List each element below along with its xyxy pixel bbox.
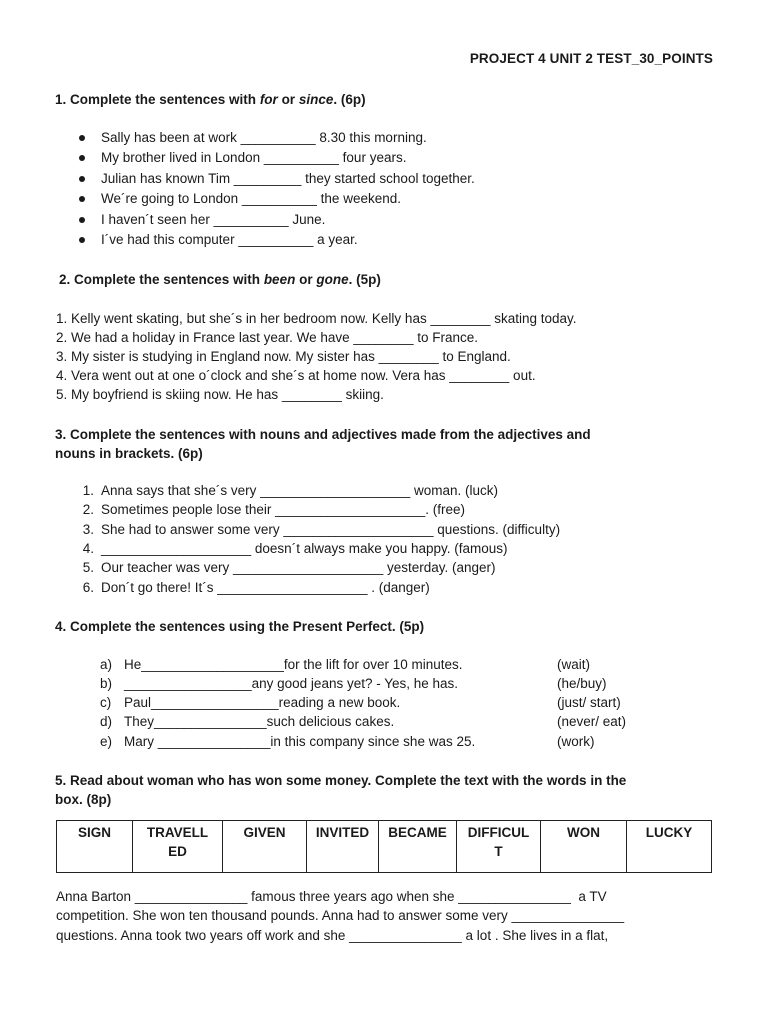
list-number: 4. [82, 541, 94, 556]
heading-italic-word: since [298, 92, 334, 107]
list-letter: d) [100, 714, 113, 729]
s3-item: She had to answer some very ____________________ questions. (difficulty) [101, 522, 561, 537]
s5-text-line: Anna Barton _______________ famous three years ago when she _______________ a TV [56, 889, 607, 904]
s4-verb-hint: (he/buy) [557, 676, 607, 691]
bullet-icon [79, 237, 85, 243]
heading-text: . (5p) [348, 272, 381, 287]
section-1-heading [55, 90, 715, 109]
bullet-icon [79, 217, 85, 223]
section-2-heading [59, 270, 719, 289]
s4-verb-hint: (work) [557, 734, 595, 749]
word-box-cell: BECAME [379, 821, 457, 873]
s1-item: I´ve had this computer __________ a year. [101, 232, 358, 247]
s4-verb-hint: (just/ start) [557, 695, 621, 710]
list-letter: c) [100, 695, 112, 710]
s3-item: Don´t go there! It´s ____________________ . (danger) [101, 580, 430, 595]
s4-verb-hint: (wait) [557, 657, 590, 672]
word-box-cell: WON [541, 821, 627, 873]
s1-item: My brother lived in London __________ four years. [101, 150, 407, 165]
word-box-cell: TRAVELLED [133, 821, 223, 873]
bullet-icon [79, 176, 85, 182]
word-box-cell: GIVEN [223, 821, 307, 873]
word-box-cell: DIFFICULT [457, 821, 541, 873]
word-box-cell: INVITED [307, 821, 379, 873]
heading-italic-word: gone [316, 272, 349, 287]
page-title: PROJECT 4 UNIT 2 TEST_30_POINTS [469, 51, 713, 66]
s1-item: Julian has known Tim _________ they started school together. [101, 171, 475, 186]
heading-line: 3. Complete the sentences with nouns and adjectives made from the adjectives and [55, 427, 591, 442]
heading-text: or [295, 272, 317, 287]
bullet-icon [79, 196, 85, 202]
section-3-heading [55, 425, 715, 463]
s5-text-line: questions. Anna took two years off work and she _______________ a lot . She lives in a flat, [56, 928, 609, 943]
section-4-heading: 4. Complete the sentences using the Present Perfect. (5p) [55, 619, 425, 634]
bullet-icon [79, 135, 85, 141]
s4-item: Mary _______________in this company since she was 25. [124, 734, 476, 749]
list-number: 6. [82, 580, 94, 595]
s4-item: _________________any good jeans yet? - Yes, he has. [124, 676, 459, 691]
s4-item: Paul_________________reading a new book. [124, 695, 401, 710]
list-letter: e) [100, 734, 113, 749]
bullet-icon [79, 155, 85, 161]
list-number: 2. [82, 502, 94, 517]
list-number: 3. [82, 522, 94, 537]
word-box-cell: LUCKY [627, 821, 712, 873]
s1-item: I haven´t seen her __________ June. [101, 212, 326, 227]
list-number: 1. [82, 483, 94, 498]
heading-line: box. (8p) [55, 792, 112, 807]
section-5-heading [55, 771, 715, 809]
s2-item: 5. My boyfriend is skiing now. He has ________ skiing. [56, 387, 384, 402]
s4-item: He___________________for the lift for over 10 minutes. [124, 657, 463, 672]
s2-item: 2. We had a holiday in France last year. We have ________ to France. [56, 330, 479, 345]
word-box-cell: SIGN [57, 821, 133, 873]
word-box [56, 820, 712, 873]
heading-line: 5. Read about woman who has won some money. Complete the text with the words in the [55, 773, 627, 788]
s1-item: Sally has been at work __________ 8.30 this morning. [101, 130, 427, 145]
heading-italic-word: for [259, 92, 278, 107]
list-letter: a) [100, 657, 113, 672]
heading-text: . (6p) [333, 92, 366, 107]
s2-item: 4. Vera went out at one o´clock and she´s at home now. Vera has ________ out. [56, 368, 536, 383]
heading-text: 2. Complete the sentences with [59, 272, 264, 287]
list-number: 5. [82, 560, 94, 575]
s2-item: 3. My sister is studying in England now. My sister has ________ to England. [56, 349, 511, 364]
s3-item: Sometimes people lose their ____________________. (free) [101, 502, 466, 517]
s3-item: ____________________ doesn´t always make you happy. (famous) [101, 541, 508, 556]
s2-item: 1. Kelly went skating, but she´s in her bedroom now. Kelly has ________ skating today. [56, 311, 577, 326]
s5-text-line: competition. She won ten thousand pounds. Anna had to answer some very _______________ [56, 908, 625, 923]
heading-text: 1. Complete the sentences with [55, 92, 260, 107]
heading-italic-word: been [263, 272, 296, 287]
s4-item: They_______________such delicious cakes. [124, 714, 395, 729]
s3-item: Our teacher was very ____________________ yesterday. (anger) [101, 560, 496, 575]
list-letter: b) [100, 676, 113, 691]
word-box-row [57, 821, 712, 873]
heading-text: or [277, 92, 299, 107]
s3-item: Anna says that she´s very ____________________ woman. (luck) [101, 483, 499, 498]
s4-verb-hint: (never/ eat) [557, 714, 627, 729]
heading-line: nouns in brackets. (6p) [55, 446, 203, 461]
s1-item: We´re going to London __________ the weekend. [101, 191, 401, 206]
